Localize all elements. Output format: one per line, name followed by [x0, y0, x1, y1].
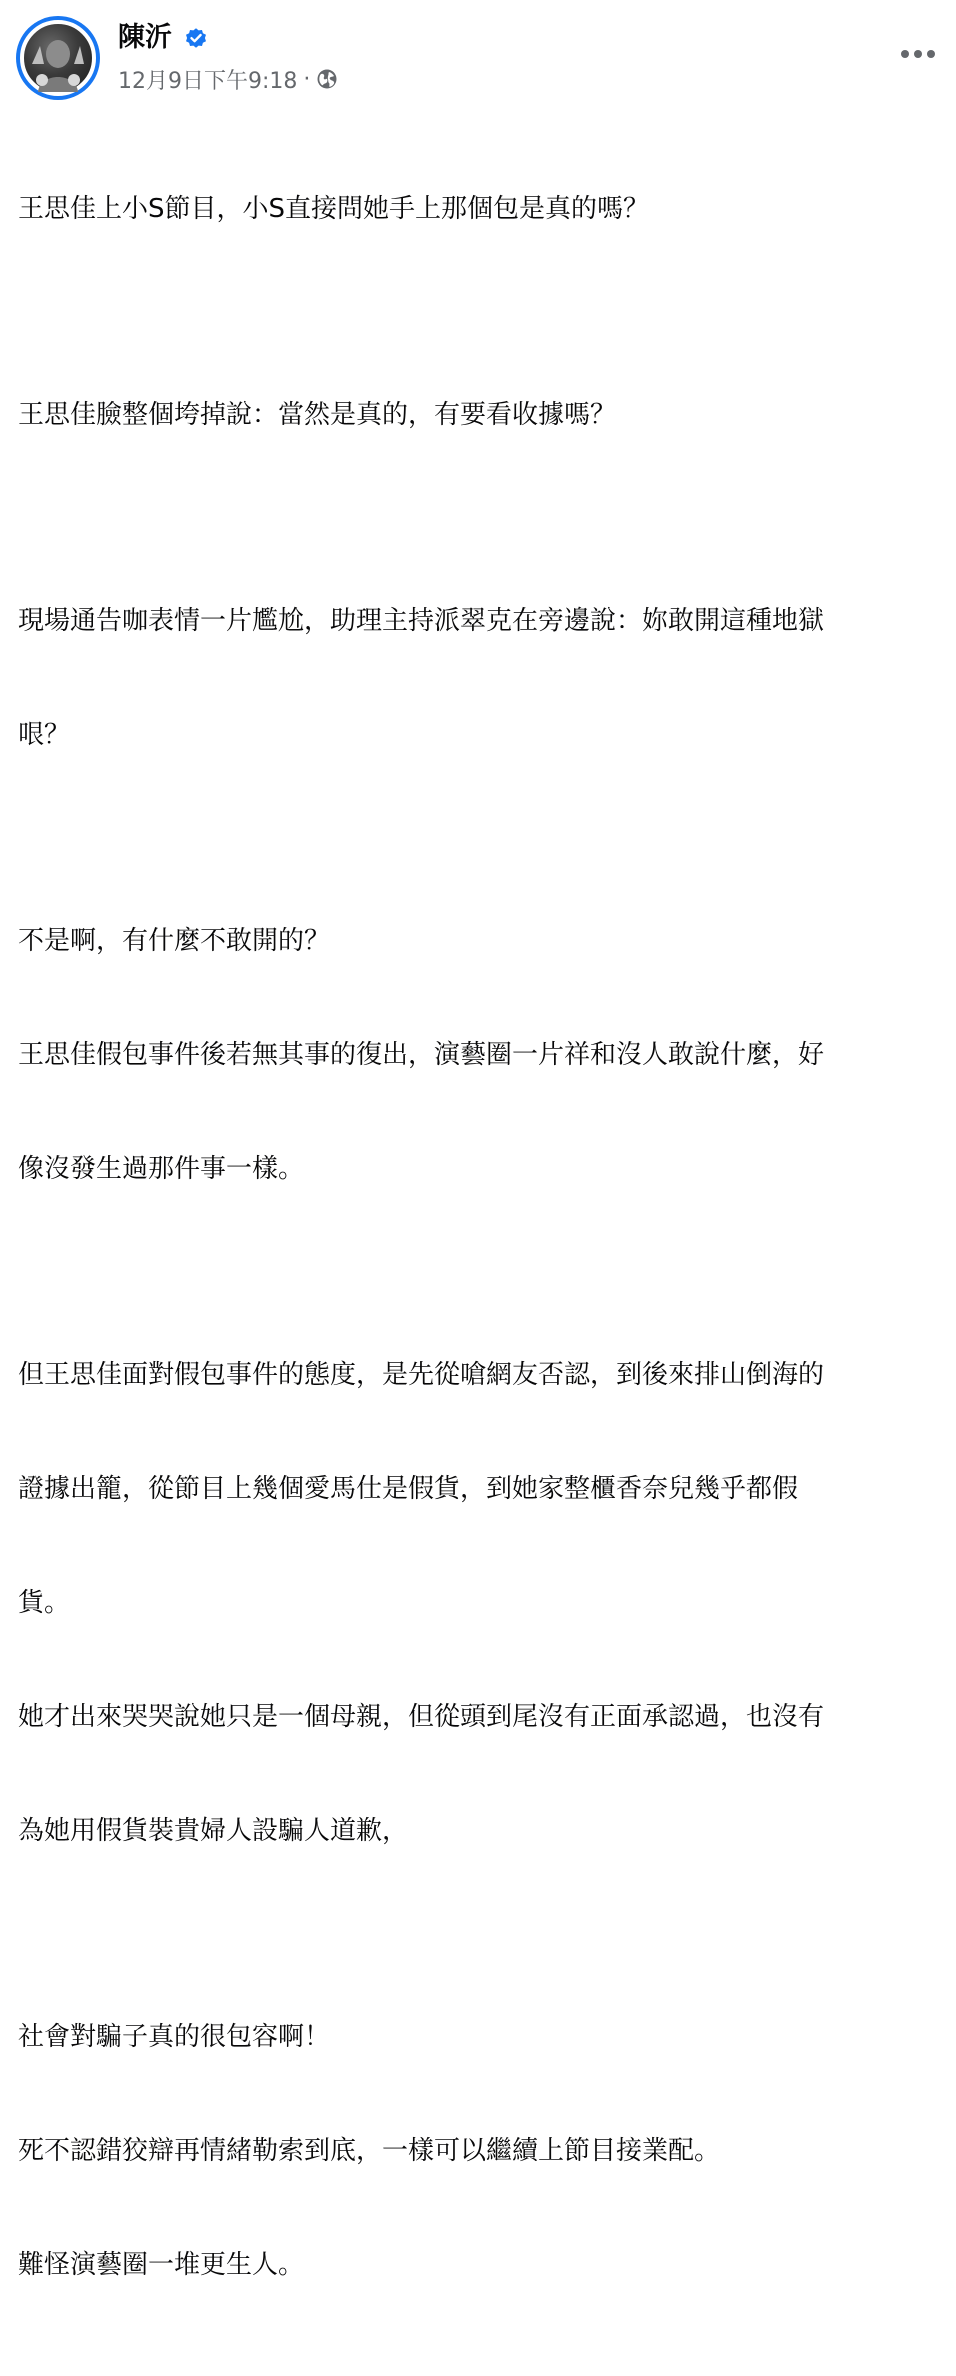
- paragraph: [18, 846, 948, 1264]
- verified-badge-icon: [184, 26, 208, 50]
- avatar-image: [20, 20, 96, 96]
- post-timestamp[interactable]: 12月9日下午9:18: [118, 68, 298, 94]
- globe-icon[interactable]: [316, 68, 338, 90]
- more-options-icon: [900, 49, 936, 59]
- text-line: 貨。: [18, 1588, 71, 1618]
- post-header: [0, 0, 956, 110]
- text-line: 但王思佳面對假包事件的態度，是先從嗆網友否認，到後來排山倒海的: [18, 1360, 825, 1390]
- post-meta: [118, 64, 338, 94]
- text-line: 王思佳假包事件後若無其事的復出，演藝圈一片祥和沒人敢說什麼，好: [18, 1040, 825, 1070]
- text-line: 像沒發生過那件事一樣。: [18, 1154, 305, 1184]
- paragraph: [18, 1280, 948, 1926]
- text-line: 社會對騙子真的很包容啊！: [18, 2022, 331, 2052]
- text-line: 哏？: [18, 720, 71, 750]
- more-options-button[interactable]: [896, 40, 940, 68]
- text-line: 證據出籠，從節目上幾個愛馬仕是假貨，到她家整櫃香奈兒幾乎都假: [18, 1474, 799, 1504]
- post-text: [18, 114, 948, 2376]
- text-line: 王思佳臉整個垮掉說：當然是真的，有要看收據嗎？: [18, 400, 617, 430]
- paragraph: [18, 526, 948, 830]
- text-line: 不是啊，有什麼不敢開的？: [18, 926, 331, 956]
- author-avatar[interactable]: [16, 16, 100, 100]
- text-line: 現場通告咖表情一片尷尬，助理主持派翠克在旁邊說：妳敢開這種地獄: [18, 606, 825, 636]
- paragraph: [18, 114, 948, 304]
- text-line: 王思佳上小S節目，小S直接問她手上那個包是真的嗎？: [18, 194, 650, 224]
- author-name[interactable]: 陳沂: [118, 22, 172, 53]
- text-line: 死不認錯狡辯再情緒勒索到底，一樣可以繼續上節目接業配。: [18, 2136, 721, 2166]
- meta-separator: ·: [303, 66, 311, 92]
- text-line: 難怪演藝圈一堆更生人。: [18, 2250, 305, 2280]
- paragraph: [18, 1942, 948, 2360]
- text-line: 為她用假貨裝貴婦人設騙人道歉，: [18, 1816, 409, 1846]
- text-line: 她才出來哭哭說她只是一個母親，但從頭到尾沒有正面承認過，也沒有: [18, 1702, 825, 1732]
- paragraph: [18, 320, 948, 510]
